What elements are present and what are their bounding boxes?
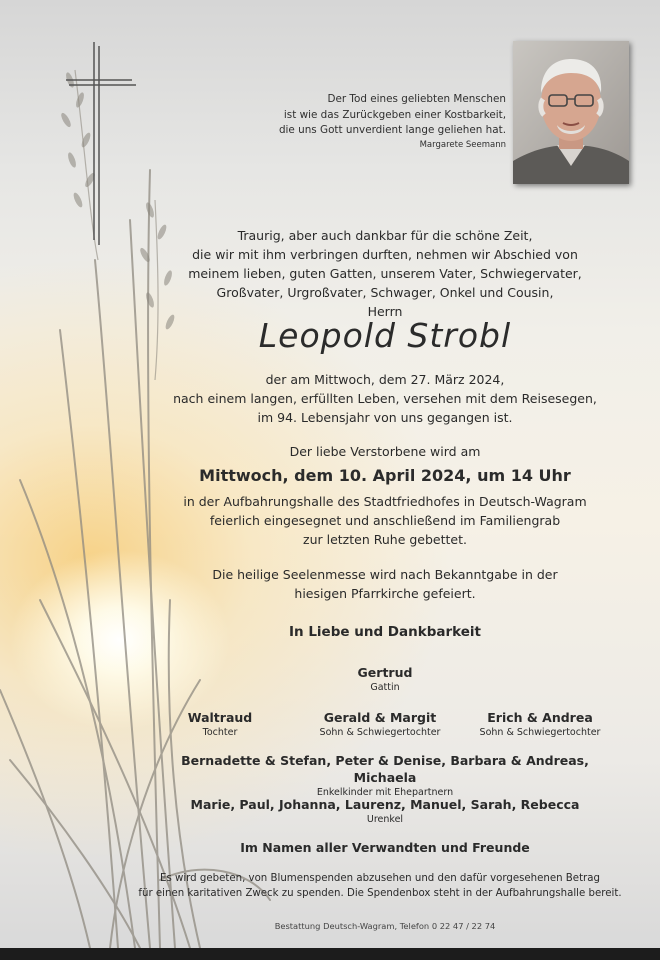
mourner-role: Tochter (202, 727, 238, 738)
funeral-intro: Der liebe Verstorbene wird am (289, 444, 481, 459)
mourner-name: Erich & Andrea (487, 710, 593, 725)
mourner-child (140, 709, 300, 739)
love-heading: In Liebe und Dankbarkeit (288, 624, 481, 640)
mourner-wife (150, 664, 620, 694)
mourner-role: Sohn & Schwiegertochter (479, 727, 601, 738)
note-line: für einen karitativen Zweck zu spenden. Die Spendenbox steht in der Aufbahrungshalle bereit. (138, 888, 622, 899)
mourner-role: Gattin (370, 682, 400, 693)
mourner-name: Marie, Paul, Johanna, Laurenz, Manuel, Sarah, Rebecca (190, 797, 580, 812)
funeral-date: Mittwoch, dem 10. April 2024, um 14 Uhr (199, 466, 571, 485)
death-line: der am Mittwoch, dem 27. März 2024, (265, 372, 505, 387)
mourner-name: Waltraud (187, 710, 253, 725)
quote-author: Margarete Seemann (419, 139, 506, 150)
mass-line: hiesigen Pfarrkirche gefeiert. (294, 586, 476, 601)
deceased-name: Leopold Strobl (258, 316, 512, 355)
donation-note (110, 871, 650, 901)
quote-line: Der Tod eines geliebten Menschen (327, 93, 506, 105)
death-line: nach einem langen, erfüllten Leben, versehen mit dem Reisesegen, (173, 391, 597, 406)
intro-text (150, 226, 620, 321)
intro-line: Herrn (367, 304, 403, 319)
mourner-children (140, 709, 620, 739)
mourner-name: Gertrud (357, 665, 413, 680)
mass-line: Die heilige Seelenmesse wird nach Bekanntgabe in der (212, 567, 558, 582)
intro-line: Traurig, aber auch dankbar für die schöne Zeit, (237, 228, 533, 243)
mourner-child (300, 709, 460, 739)
mourner-role: Sohn & Schwiegertochter (319, 727, 441, 738)
undertaker-info: Bestattung Deutsch-Wagram, Telefon 0 22 47 / 22 74 (274, 921, 496, 931)
mourner-great-grandchildren (150, 796, 620, 826)
bottom-bar (0, 948, 660, 960)
note-line: Es wird gebeten, von Blumenspenden abzusehen und den dafür vorgesehenen Betrag (160, 873, 600, 884)
memorial-quote (250, 92, 506, 152)
funeral-place-line: zur letzten Ruhe gebettet. (303, 532, 467, 547)
mass-text (150, 565, 620, 603)
mourner-role: Enkelkinder mit Ehepartnern (316, 787, 454, 798)
funeral-place (150, 492, 620, 549)
intro-line: meinem lieben, guten Gatten, unserem Vater, Schwiegervater, (188, 266, 582, 281)
death-text (150, 370, 620, 427)
quote-line: ist wie das Zurückgeben einer Kostbarkeit, (283, 108, 506, 121)
funeral-place-line: in der Aufbahrungshalle des Stadtfriedhofes in Deutsch-Wagram (183, 494, 587, 509)
cross-icon (60, 40, 140, 250)
death-line: im 94. Lebensjahr von uns gegangen ist. (257, 410, 513, 425)
quote-line: die uns Gott unverdient lange geliehen hat. (278, 124, 506, 136)
portrait-photo (513, 41, 629, 184)
intro-line: die wir mit ihm verbringen durften, nehmen wir Abschied von (192, 247, 578, 262)
mourner-grandchildren (150, 752, 620, 799)
mourner-child (460, 709, 620, 739)
mourner-role: Urenkel (366, 814, 404, 825)
mourner-name: Gerald & Margit (323, 710, 437, 725)
family-line: Im Namen aller Verwandten und Freunde (240, 840, 530, 855)
funeral-place-line: feierlich eingesegnet und anschließend im Familiengrab (209, 513, 561, 528)
mourner-name: Bernadette & Stefan, Peter & Denise, Barbara & Andreas, Michaela (181, 753, 589, 785)
intro-line: Großvater, Urgroßvater, Schwager, Onkel und Cousin, (216, 285, 554, 300)
